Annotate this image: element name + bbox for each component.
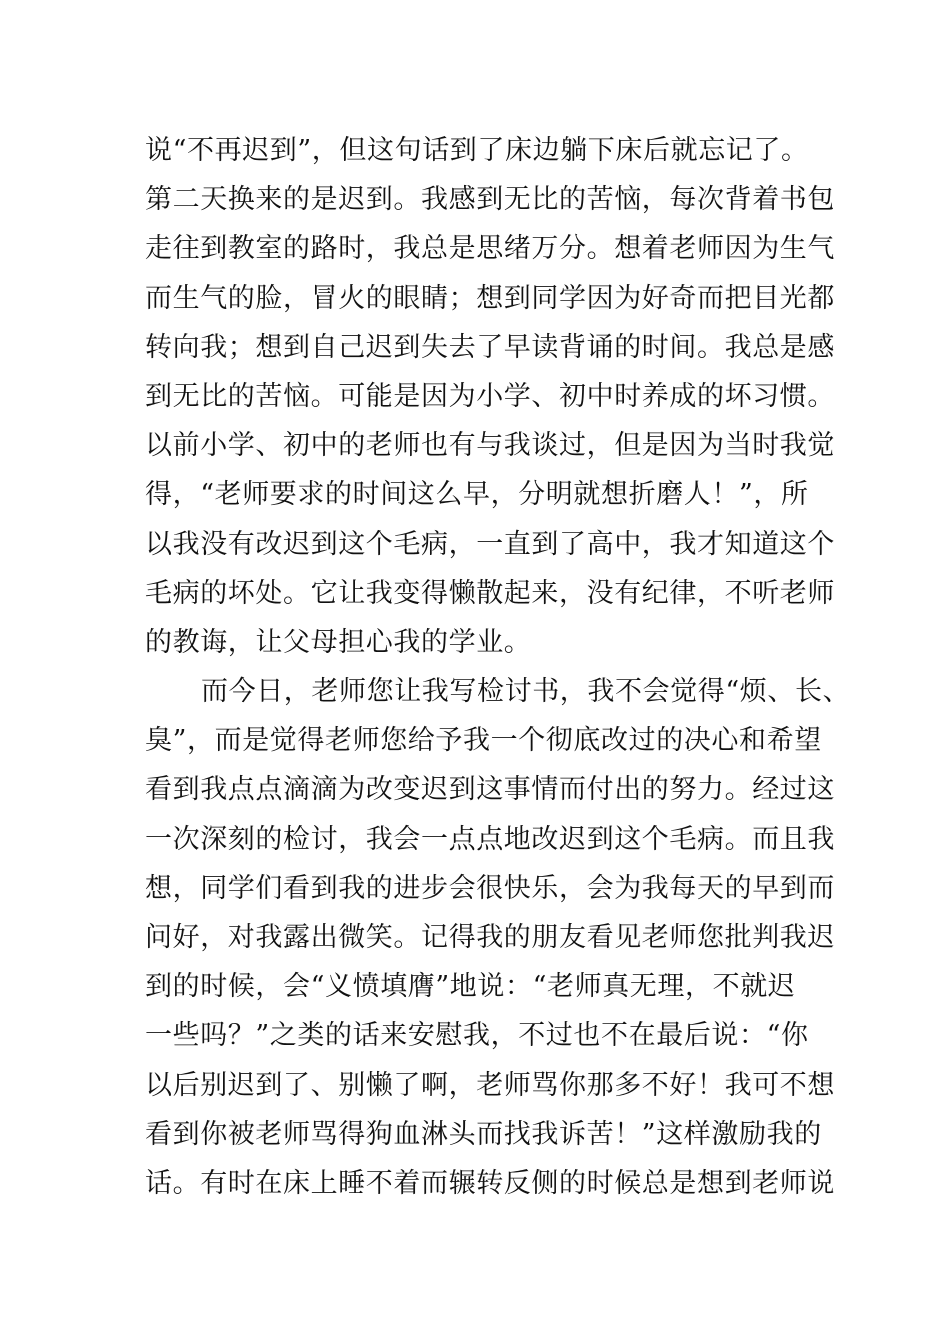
text-line-17: 问好，对我露出微笑。记得我的朋友看见老师您批判我迟 (145, 922, 835, 953)
text-line-2: 第二天换来的是迟到。我感到无比的苦恼，每次背着书包 (145, 184, 835, 216)
text-line-21: 看到你被老师骂得狗血淋头而找我诉苦！”这样激励我的 (145, 1118, 822, 1150)
text-line-22: 话。有时在床上睡不着而辗转反侧的时候总是想到老师说 (145, 1167, 835, 1199)
text-line-6: 到无比的苦恼。可能是因为小学、初中时养成的坏习惯。 (145, 380, 835, 412)
text-line-3: 走往到教室的路时，我总是思绪万分。想着老师因为生气 (145, 233, 835, 265)
text-line-18: 到的时候，会“义愤填膺”地说：“老师真无理，不就迟 (145, 971, 796, 1003)
text-line-7: 以前小学、初中的老师也有与我谈过，但是因为当时我觉 (145, 430, 835, 462)
text-line-19: 一些吗？”之类的话来安慰我，不过也不在最后说：“你 (145, 1020, 809, 1052)
text-line-4: 而生气的脸，冒火的眼睛；想到同学因为好奇而把目光都 (145, 282, 835, 314)
text-line-10: 毛病的坏处。它让我变得懒散起来，没有纪律，不听老师 (145, 577, 835, 609)
text-line-5: 转向我；想到自己迟到失去了早读背诵的时间。我总是感 (145, 331, 835, 363)
text-line-20: 以后别迟到了、别懒了啊，老师骂你那多不好！我可不想 (145, 1069, 835, 1101)
text-line-13: 臭”，而是觉得老师您给予我一个彻底改过的决心和希望 (145, 725, 822, 757)
text-line-16: 想，同学们看到我的进步会很快乐，会为我每天的早到而 (145, 872, 835, 904)
text-line-15: 一次深刻的检讨，我会一点点地改迟到这个毛病。而且我 (145, 823, 835, 855)
text-line-8: 得，“老师要求的时间这么早，分明就想折磨人！”，所 (145, 479, 809, 511)
paragraph-2-first-line: 而今日，老师您让我写检讨书，我不会觉得“烦、长、 (201, 676, 851, 708)
text-line-14: 看到我点点滴滴为改变迟到这事情而付出的努力。经过这 (145, 774, 835, 806)
text-line-9: 以我没有改迟到这个毛病，一直到了高中，我才知道这个 (145, 528, 835, 560)
text-line-11: 的教诲，让父母担心我的学业。 (145, 626, 532, 658)
document-body (145, 126, 851, 1208)
text-line-1: 说“不再迟到”，但这句话到了床边躺下床后就忘记了。 (145, 135, 809, 166)
